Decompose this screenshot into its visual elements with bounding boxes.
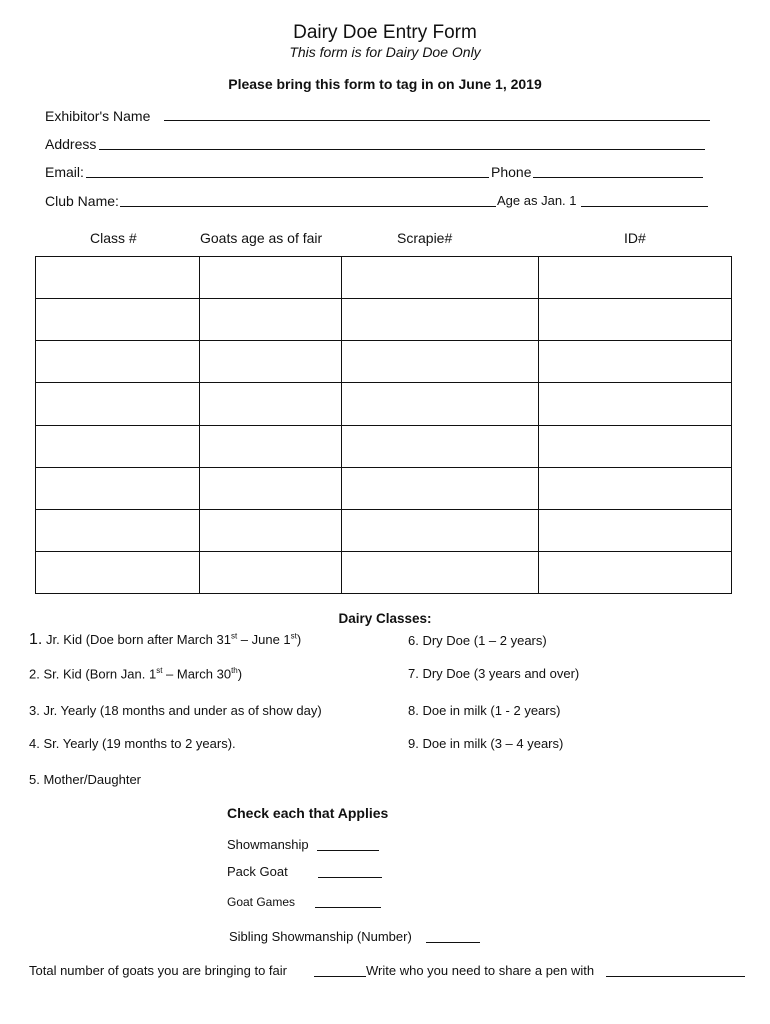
sibling-showmanship-label: Sibling Showmanship (Number) xyxy=(229,929,412,944)
class-9: 9. Doe in milk (3 – 4 years) xyxy=(408,736,564,751)
table-row xyxy=(36,383,732,425)
class-3: 3. Jr. Yearly (18 months and under as of show day) xyxy=(29,703,322,718)
class-7: 7. Dry Doe (3 years and over) xyxy=(408,666,580,681)
class-1: 1. Jr. Kid (Doe born after March 31st – June 1st) xyxy=(29,631,302,648)
share-pen-label: Write who you need to share a pen with xyxy=(366,963,595,978)
address-field[interactable] xyxy=(99,149,705,150)
column-header-goat-age: Goats age as of fair xyxy=(200,230,323,246)
table-cell-id[interactable] xyxy=(539,341,732,383)
table-cell-id[interactable] xyxy=(539,299,732,341)
total-goats-field[interactable] xyxy=(314,976,366,977)
pack-goat-field[interactable] xyxy=(318,877,382,878)
table-cell-scrapie[interactable] xyxy=(342,509,539,551)
exhibitor-name-label: Exhibitor's Name xyxy=(45,108,151,124)
table-cell-id[interactable] xyxy=(539,257,732,299)
table-cell-goat-age[interactable] xyxy=(200,257,342,299)
sibling-showmanship-field[interactable] xyxy=(426,942,480,943)
showmanship-label: Showmanship xyxy=(227,837,309,852)
age-field[interactable] xyxy=(581,206,708,207)
form-title: Dairy Doe Entry Form xyxy=(293,22,477,43)
table-cell-goat-age[interactable] xyxy=(200,509,342,551)
table-cell-class[interactable] xyxy=(36,425,200,467)
table-cell-scrapie[interactable] xyxy=(342,551,539,593)
table-cell-scrapie[interactable] xyxy=(342,341,539,383)
email-field[interactable] xyxy=(86,177,489,178)
table-row xyxy=(36,425,732,467)
age-label: Age as Jan. 1 xyxy=(497,193,577,208)
entry-table xyxy=(35,256,731,594)
share-pen-field[interactable] xyxy=(606,976,745,977)
table-cell-goat-age[interactable] xyxy=(200,383,342,425)
class-2: 2. Sr. Kid (Born Jan. 1st – March 30th) xyxy=(29,666,243,682)
table-cell-class[interactable] xyxy=(36,299,200,341)
column-header-class: Class # xyxy=(90,230,137,246)
class-8: 8. Doe in milk (1 - 2 years) xyxy=(408,703,561,718)
table-cell-id[interactable] xyxy=(539,425,732,467)
table-cell-goat-age[interactable] xyxy=(200,551,342,593)
goat-games-label: Goat Games xyxy=(227,895,296,909)
table-row xyxy=(36,299,732,341)
table-cell-class[interactable] xyxy=(36,383,200,425)
table-cell-class[interactable] xyxy=(36,341,200,383)
club-name-field[interactable] xyxy=(120,206,496,207)
club-name-label: Club Name: xyxy=(45,193,119,209)
table-cell-scrapie[interactable] xyxy=(342,257,539,299)
table-cell-goat-age[interactable] xyxy=(200,299,342,341)
table-cell-id[interactable] xyxy=(539,509,732,551)
exhibitor-name-field[interactable] xyxy=(164,120,710,121)
tag-in-notice: Please bring this form to tag in on June 1, 2019 xyxy=(228,76,542,92)
check-applies-heading: Check each that Applies xyxy=(227,805,389,821)
table-cell-class[interactable] xyxy=(36,467,200,509)
pack-goat-label: Pack Goat xyxy=(227,864,288,879)
class-4: 4. Sr. Yearly (19 months to 2 years). xyxy=(29,736,236,751)
email-label: Email: xyxy=(45,164,84,180)
goat-games-field[interactable] xyxy=(315,907,381,908)
showmanship-field[interactable] xyxy=(317,850,379,851)
column-header-id: ID# xyxy=(624,230,646,246)
table-cell-class[interactable] xyxy=(36,257,200,299)
total-goats-label: Total number of goats you are bringing to fair xyxy=(29,963,287,978)
table-cell-id[interactable] xyxy=(539,551,732,593)
table-row xyxy=(36,467,732,509)
table-row xyxy=(36,551,732,593)
table-cell-goat-age[interactable] xyxy=(200,341,342,383)
table-cell-class[interactable] xyxy=(36,509,200,551)
phone-label: Phone xyxy=(491,164,532,180)
table-cell-class[interactable] xyxy=(36,551,200,593)
table-cell-id[interactable] xyxy=(539,383,732,425)
table-cell-scrapie[interactable] xyxy=(342,425,539,467)
table-cell-goat-age[interactable] xyxy=(200,467,342,509)
table-cell-goat-age[interactable] xyxy=(200,425,342,467)
dairy-classes-heading: Dairy Classes: xyxy=(338,611,432,626)
address-label: Address xyxy=(45,136,97,152)
table-row xyxy=(36,341,732,383)
table-cell-id[interactable] xyxy=(539,467,732,509)
table-row xyxy=(36,257,732,299)
phone-field[interactable] xyxy=(533,177,703,178)
class-6: 6. Dry Doe (1 – 2 years) xyxy=(408,633,547,648)
table-cell-scrapie[interactable] xyxy=(342,467,539,509)
table-cell-scrapie[interactable] xyxy=(342,299,539,341)
form-subtitle: This form is for Dairy Doe Only xyxy=(289,44,481,60)
table-cell-scrapie[interactable] xyxy=(342,383,539,425)
column-header-scrapie: Scrapie# xyxy=(397,230,453,246)
table-row xyxy=(36,509,732,551)
class-5: 5. Mother/Daughter xyxy=(29,772,142,787)
